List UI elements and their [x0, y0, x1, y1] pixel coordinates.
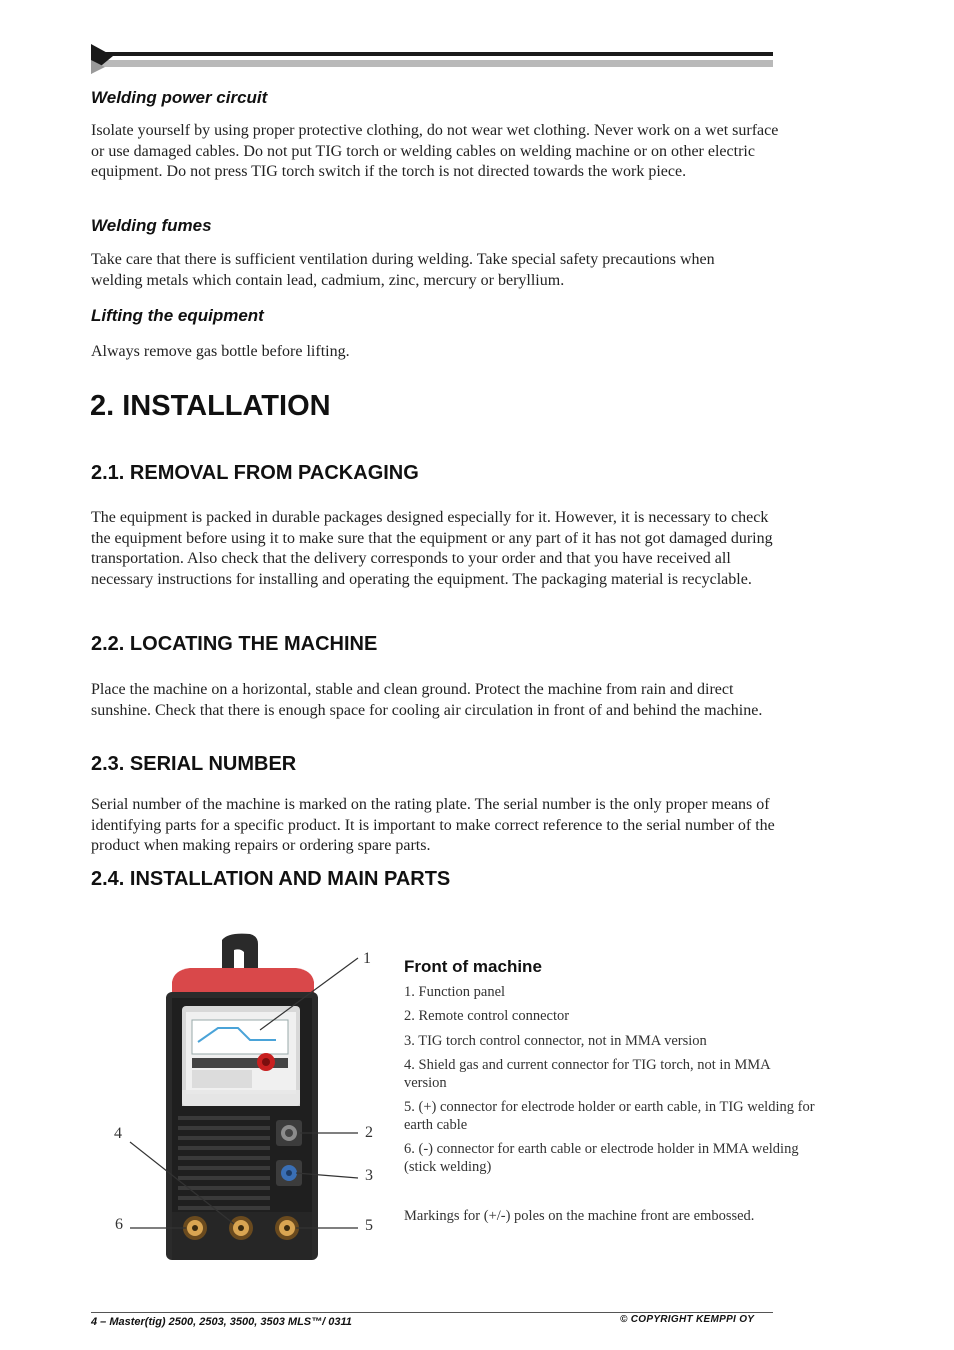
front-of-machine-title: Front of machine — [404, 957, 542, 976]
welding-power-circuit-title: Welding power circuit — [91, 88, 268, 107]
lifting-title: Lifting the equipment — [91, 306, 264, 325]
part-item-2: 2. Remote control connector — [404, 1008, 570, 1024]
welding-fumes-text: Take care that there is sufficient ventilation during welding. Take special safety precautions when welding metals which contain lead, cadmium, zinc, mercury or beryllium. — [91, 251, 715, 289]
part-item-4: 4. Shield gas and current connector for TIG torch, not in MMA version — [404, 1057, 770, 1091]
callout-1: 1 — [363, 950, 371, 967]
header-bar — [91, 44, 773, 74]
lifting-text: Always remove gas bottle before lifting. — [91, 343, 350, 360]
welding-power-circuit-text: Isolate yourself by using proper protective clothing, do not wear wet clothing. Never work on a wet surface or use damaged cables. Do not put TIG torch or welding cables on welding machine or on other electric equipment. Do not press TIG torch switch if the torch is not directed towards the work piece. — [91, 122, 779, 180]
serial-title: 2.3. SERIAL NUMBER — [91, 753, 297, 775]
part-item-1: 1. Function panel — [404, 984, 506, 1000]
part-item-5: 5. (+) connector for electrode holder or earth cable, in TIG welding for earth cable — [404, 1099, 815, 1133]
callout-5: 5 — [365, 1217, 373, 1234]
removal-text: The equipment is packed in durable packages designed especially for it. However, it is necessary to check the equipment before using it to make sure that the equipment or any part of it has not got damaged during transportation. Also check that the delivery corresponds to your order and that you have received all necessary instructions for installing and operating the equipment. The packaging material is recyclable. — [91, 509, 773, 588]
callout-2: 2 — [365, 1124, 373, 1141]
main-parts-title: 2.4. INSTALLATION AND MAIN PARTS — [91, 868, 451, 890]
callout-6: 6 — [115, 1216, 123, 1233]
poles-note: Markings for (+/-) poles on the machine front are embossed. — [404, 1208, 755, 1224]
locating-text: Place the machine on a horizontal, stable and clean ground. Protect the machine from rain and direct sunshine. Check that there is enough space for cooling air circulation in front of and behind the machine. — [91, 681, 763, 719]
footer-page-info: 4 – Master(tig) 2500, 2503, 3500, 3503 MLS™/ 0311 — [91, 1316, 352, 1328]
callout-4: 4 — [114, 1125, 122, 1142]
part-item-6: 6. (-) connector for earth cable or electrode holder in MMA welding (stick welding) — [404, 1141, 799, 1175]
machine-front-image — [100, 930, 400, 1265]
serial-text: Serial number of the machine is marked on the rating plate. The serial number is the only proper means of identifying parts for a specific product. It is important to make correct reference to the serial number of the product when making repairs or ordering spare parts. — [91, 796, 775, 854]
footer-copyright: © COPYRIGHT KEMPPI OY — [620, 1314, 755, 1325]
welding-fumes-title: Welding fumes — [91, 216, 212, 235]
callout-3: 3 — [365, 1167, 373, 1184]
removal-title: 2.1. REMOVAL FROM PACKAGING — [91, 462, 419, 484]
locating-title: 2.2. LOCATING THE MACHINE — [91, 633, 378, 655]
part-item-3: 3. TIG torch control connector, not in MMA version — [404, 1033, 707, 1049]
chapter-title: 2. INSTALLATION — [90, 390, 331, 422]
footer-rule — [91, 1312, 773, 1313]
